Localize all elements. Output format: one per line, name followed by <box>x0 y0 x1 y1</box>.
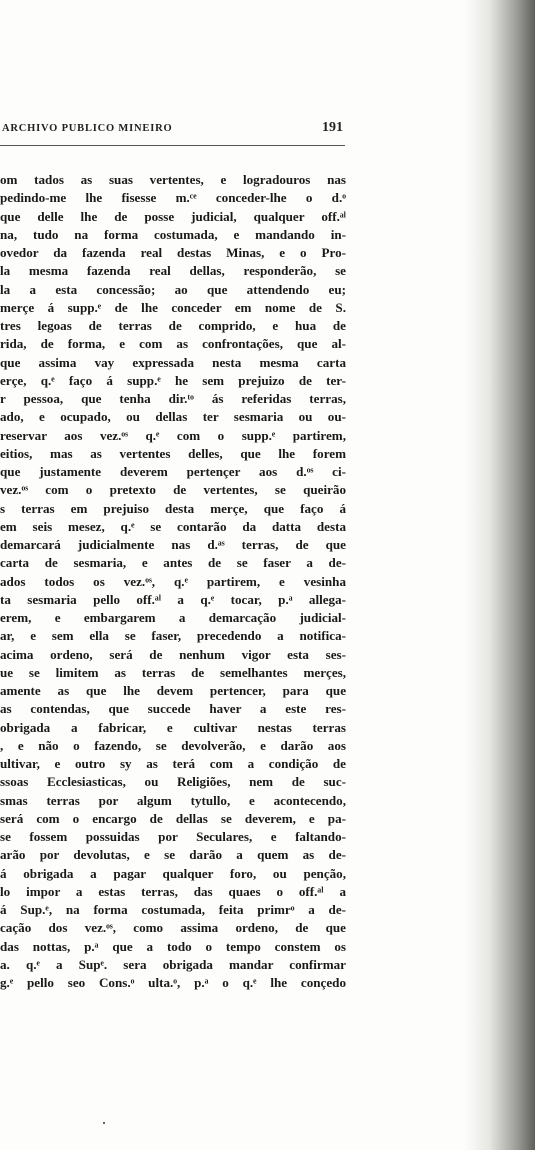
header-rule <box>0 145 345 146</box>
text-line: reservar aos vez.ᵒˢ q.ᵉ com o supp.ᵉ partirem, <box>0 427 346 443</box>
text-line: amente as que lhe devem pertencer, para que <box>0 683 346 698</box>
page-header <box>0 122 345 138</box>
text-line: merçe á supp.ᵉ de lhe conceder em nome de S. <box>0 299 346 315</box>
text-line: em seis mesez, q.ᵉ se contarão da datta desta <box>0 518 346 534</box>
text-line: será com o encargo de dellas se deverem, e pa- <box>0 810 346 826</box>
text-line: s terras em prejuiso desta merçe, que faço á <box>0 500 346 516</box>
text-line: ultivar, e outro sy as terá com a condição de <box>0 756 346 771</box>
text-line: obrigada a fabricar, e cultivar nestas terras <box>0 719 346 735</box>
text-line: das nottas, p.ᵃ que a todo o tempo constem os <box>0 938 346 954</box>
running-title: ARCHIVO PUBLICO MINEIRO <box>2 123 173 134</box>
text-line: cação dos vez.ᵒˢ, como assima ordeno, de que <box>0 920 346 936</box>
ink-speck <box>103 1122 105 1124</box>
text-line: g.ᵉ pello seo Cons.ᵒ ulta.ᵒ, p.ᵃ o q.ᵉ lhe conçedo <box>0 975 346 990</box>
text-line: la a esta concessão; ao que attendendo eu; <box>0 281 346 297</box>
text-line: la mesma fazenda real dellas, responderão, se <box>0 263 346 279</box>
text-line: ados todos os vez.ᵒˢ, q.ᵉ partirem, e vesinha <box>0 573 346 589</box>
text-line: ssoas Ecclesiasticas, ou Religiões, nem de suc- <box>0 774 346 790</box>
text-line: eitios, mas as vertentes delles, que lhe forem <box>0 445 346 461</box>
text-line: acima ordeno, será de nenhum vigor esta ses- <box>0 646 346 662</box>
text-line: que delle lhe de posse judicial, qualquer off.ᵃˡ <box>0 208 346 224</box>
text-line: erem, e embargarem a demarcação judicial- <box>0 610 346 625</box>
text-line: ue se limitem as terras de semelhantes merçes, <box>0 664 346 680</box>
text-line: a. q.ᵉ a Supᵉ. sera obrigada mandar confirmar <box>0 956 346 972</box>
text-line: ar, e sem ella se faser, precedendo a notifica- <box>0 628 346 644</box>
text-line: que justamente deverem pertençer aos d.ᵒˢ ci- <box>0 464 346 479</box>
text-line: demarcará judicialmente nas d.ᵃˢ terras, de que <box>0 537 346 552</box>
text-line: se fossem possuidas por Seculares, e faltando- <box>0 829 346 844</box>
page-number: 191 <box>322 120 343 135</box>
text-line: na, tudo na forma costumada, e mandando in- <box>0 226 346 242</box>
text-line: ta sesmaria pello off.ᵃˡ a q.ᵉ tocar, p.ᵃ allega- <box>0 591 346 607</box>
body-text <box>0 171 350 992</box>
text-line: á Sup.ᵉ, na forma costumada, feita primrᵒ a de- <box>0 902 346 917</box>
text-line: ovedor da fazenda real destas Minas, e o Pro- <box>0 245 346 260</box>
text-line: á obrigada a pagar qualquer foro, ou penção, <box>0 865 346 881</box>
page-gutter-shadow <box>465 0 535 1150</box>
text-line: lo impor a estas terras, das quaes o off.ᵃˡ a <box>0 883 346 899</box>
text-line: as contendas, que succede haver a este res- <box>0 701 346 717</box>
text-line: que assima vay expressada nesta mesma carta <box>0 354 346 370</box>
text-line: om tados as suas vertentes, e logradouros nas <box>0 172 346 187</box>
text-line: arão por devolutas, e se darão a quem as de- <box>0 847 346 863</box>
text-line: rida, de forma, e com as confrontações, que al- <box>0 336 346 352</box>
text-line: ado, e ocupado, ou dellas ter sesmaria ou ou- <box>0 409 346 425</box>
text-line: carta de sesmaria, e antes de se faser a de- <box>0 555 346 571</box>
text-line: smas terras por algum tytullo, e acontecendo, <box>0 792 346 808</box>
text-line: , e não o fazendo, se devolverão, e darão aos <box>0 737 346 753</box>
text-line: vez.ᵒˢ com o pretexto de vertentes, se queirão <box>0 482 346 498</box>
text-line: erçe, q.ᵉ faço á supp.ᵉ he sem prejuizo de ter- <box>0 372 346 388</box>
text-line: r pessoa, que tenha dir.ᵗᵒ ás referidas terras, <box>0 391 346 406</box>
text-line: tres legoas de terras de comprido, e hua de <box>0 318 346 333</box>
text-line: pedindo-me lhe fisesse m.ᶜᵉ conceder-lhe o d.ᵒ <box>0 190 346 206</box>
